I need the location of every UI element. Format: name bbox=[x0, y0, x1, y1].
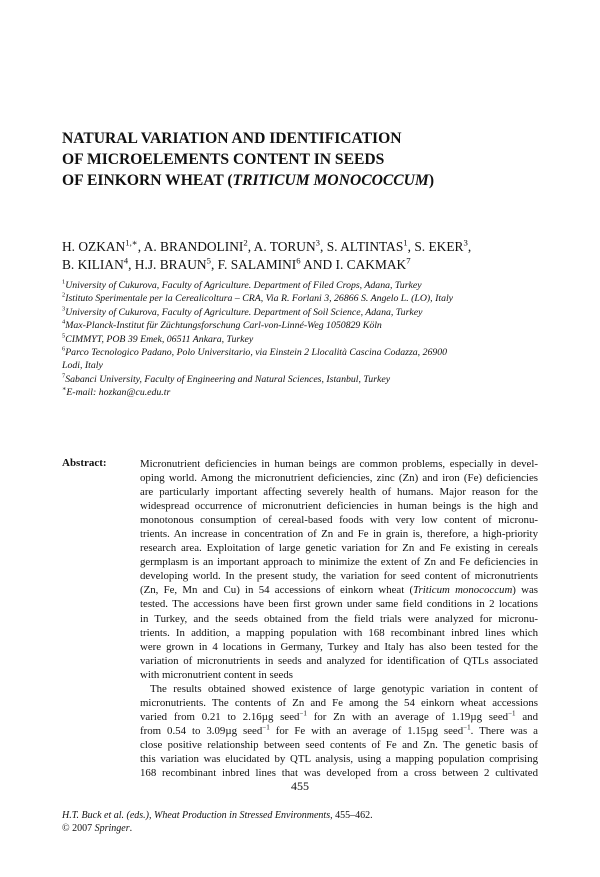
citation-footer bbox=[62, 809, 542, 835]
publisher-name: Springer bbox=[94, 823, 130, 834]
abstract-line: from 0.54 to 3.09µg seed$^{-1}$ for Fe with an average of 1.15µg seed$^{-1}$. There was a bbox=[140, 723, 538, 737]
page-number: 455 bbox=[291, 779, 309, 793]
abstract-line: trients. An increase in concentration of Zn and Fe in grain is, therefore, a high-priority bbox=[140, 528, 538, 541]
affiliation-3: $^3$University of Cukurova, Faculty of Agriculture. Department of Soil Science, Adana, Turkey bbox=[62, 305, 423, 318]
abstract-line: were grown in 4 locations in Germany, Turkey and Italy has also been tested for the bbox=[140, 640, 538, 653]
abstract-line: trients. In addition, a mapping population with 168 recombinant inbred lines which bbox=[140, 626, 538, 639]
abstract-line: widespread occurrence of micronutrient deficiencies in human beings is the high and bbox=[140, 500, 538, 513]
abstract-line: with micronutrient content in seeds bbox=[140, 668, 293, 681]
affiliation-2: $^2$Istituto Sperimentale per la Cerealicoltura – CRA, Via R. Forlani 3, 26866 S. Angelo L. (LO), Italy bbox=[62, 292, 454, 305]
abstract-line: The results obtained showed existence of large genotypic variation in content of bbox=[150, 682, 538, 695]
abstract-line: germplasm is an important approach to minimize the extent of Zn and Fe deficiencies in bbox=[140, 556, 538, 569]
affiliation-4: $^4$Max-Planck-Institut für Züchtungsforschung Carl-von-Linné-Weg 1050829 Köln bbox=[62, 318, 382, 332]
affiliation-1: $^1$University of Cukurova, Faculty of Agriculture. Department of Filed Crops, Adana, Turkey bbox=[62, 278, 422, 291]
abstract-line: close positive relationship between seed contents of Fe and Zn. The genetic basis of bbox=[140, 738, 538, 751]
abstract-line: varied from 0.21 to 2.16µg seed$^{-1}$ for Zn with an average of 1.19µg seed$^{-1}$ and bbox=[140, 709, 539, 723]
abstract-label: Abstract: bbox=[62, 457, 107, 469]
title-species: TRITICUM MONOCOCCUM bbox=[232, 172, 429, 189]
title-line-2: OF MICROELEMENTS CONTENT IN SEEDS bbox=[62, 151, 385, 168]
abstract-line: developing world. In the present study, the variation for seed content of micronutrients bbox=[140, 570, 538, 583]
affiliation-7: $^7$Sabanci University, Faculty of Engineering and Natural Sciences, Istanbul, Turkey bbox=[62, 372, 391, 385]
abstract-line: (Zn, Fe, Mn and Cu) in 54 accessions of einkorn wheat (Triticum monococcum) was bbox=[140, 584, 538, 597]
affiliations bbox=[62, 279, 542, 400]
author-line-2: B. KILIAN$^4$, H.J. BRAUN$^5$, F. SALAMINI$^6$ AND I. CAKMAK$^7$ bbox=[62, 255, 411, 272]
author-line-1: H. $OZKAN^{1,∗}$, A. BRANDOLINI$^2$, A. TORUN$^3$, S. ALTINTAS$^1$, S. EKER$^3$, bbox=[62, 237, 472, 254]
abstract-line: research area. Exploitation of large genetic variation for Zn and Fe existing in cereals bbox=[140, 542, 538, 555]
title-line-1: NATURAL VARIATION AND IDENTIFICATION bbox=[62, 130, 402, 147]
paper-title bbox=[62, 128, 542, 191]
abstract-line: in Turkey, and the seeds obtained from the field trials were analyzed for micronu- bbox=[140, 612, 538, 625]
affiliation-6: $^6$Parco Tecnologico Padano, Polo Universitario, via Einstein 2 Llocalità Cascina Codazza, 26900 Lodi, Italy bbox=[62, 345, 448, 372]
copyright-line: © 2007 Springer. bbox=[62, 823, 133, 834]
citation-line: H.T. Buck et al. (eds.), Wheat Production in Stressed Environments, 455–462. bbox=[62, 810, 373, 821]
abstract-line: tested. The accessions have been first grown under same field conditions in 2 locations bbox=[140, 598, 538, 611]
abstract-line: oping world. Among the micronutrient deficiencies, zinc (Zn) and iron (Fe) deficiencies bbox=[140, 472, 538, 485]
affiliation-5: $^5$CIMMYT, POB 39 Emek, 06511 Ankara, Turkey bbox=[62, 332, 254, 345]
abstract-line: variation of micronutrients in seeds and analyzed for identification of QTLs associated bbox=[140, 654, 538, 667]
abstract-line: are particularly important affecting severely health of humans. Major reason for the bbox=[140, 486, 538, 499]
abstract-line: this variation was elucidated by QTL analysis, using a mapping population comprising bbox=[140, 752, 538, 765]
species-name: Triticum monococcum bbox=[413, 584, 513, 597]
contact-email: ∗E-mail: hozkan@cu.edu.tr bbox=[62, 385, 171, 399]
abstract-line: 168 recombinant inbred lines that was developed from a cross between 2 cultivated bbox=[140, 767, 538, 780]
abstract-line: monotonous consumption of cereal-based foods with very low content of micronu- bbox=[140, 514, 538, 527]
abstract-line: Micronutrient deficiencies in human beings are common problems, especially in devel- bbox=[140, 458, 538, 470]
abstract-line: micronutrients. The contents of Zn and Fe among the 54 einkorn wheat accessions bbox=[140, 696, 538, 709]
title-line-3: OF EINKORN WHEAT (TRITICUM MONOCOCCUM) bbox=[62, 172, 435, 189]
abstract-body bbox=[140, 457, 538, 780]
author-list bbox=[62, 238, 542, 274]
